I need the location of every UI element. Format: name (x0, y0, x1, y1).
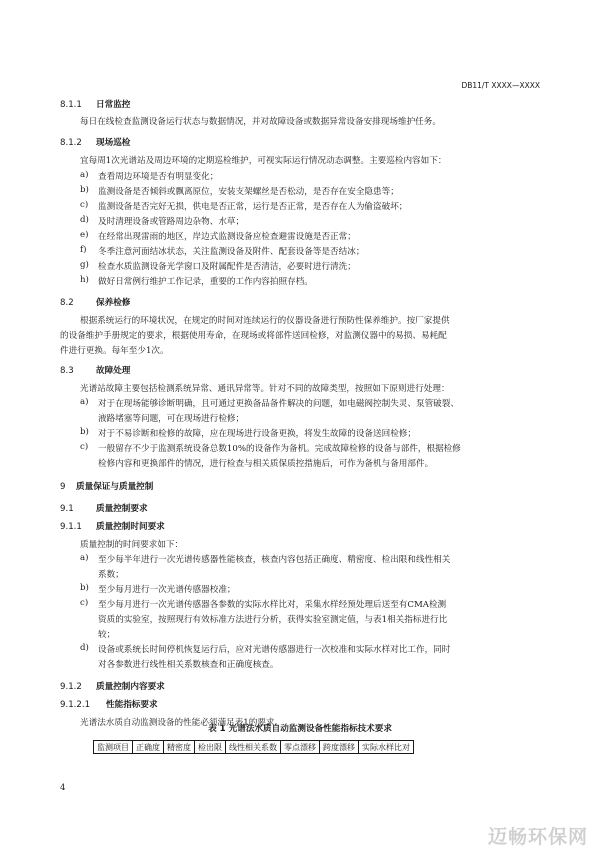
section-heading-9-1-1: 9.1.1 质量控制时间要求 (60, 522, 165, 532)
section-heading-8-1-1: 8.1.1 日常监控 (60, 100, 131, 110)
table-caption: 表 1 光谱法水质自动监测设备性能指标技术要求 (208, 724, 392, 734)
table-header-row (94, 741, 414, 754)
page-number: 4 (60, 783, 66, 793)
section-heading-9-1-2-1: 9.1.2.1 性能指标要求 (60, 700, 158, 710)
paragraph-line: 的设备维护手册规定的要求，根据使用寿命，在现场或将部件送回检修，对监测仪器中的易损、易耗配 (60, 331, 447, 341)
table-header-cell: 监测项目 (94, 741, 133, 754)
chapter-heading-9: 9 质量保证与质量控制 (60, 482, 154, 492)
paragraph: 质量控制的时间要求如下： (80, 540, 184, 550)
section-heading-8-3: 8.3 故障处理 (60, 366, 131, 376)
paragraph: 光谱站故障主要包括检测系统异常、通讯异常等。针对不同的故障类型，按照如下原则进行处理： (80, 384, 450, 394)
paragraph: 每日在线检查监测设备运行状态与数据情况，并对故障设备或数据异常设备安排现场维护任务。 (80, 117, 441, 127)
performance-table (93, 740, 414, 754)
paragraph-line: 件进行更换。每年至少1次。 (60, 346, 169, 356)
section-heading-8-1-2: 8.1.2 现场巡检 (60, 138, 131, 148)
paragraph: 光谱法水质自动监测设备的性能必须满足表1的要求。 (80, 718, 284, 728)
section-heading-9-1: 9.1 质量控制要求 (60, 504, 148, 514)
paragraph-line: 根据系统运行的环境状况，在规定的时间对连续运行的仪器设备进行预防性保养维护。按厂家提供 (80, 316, 450, 326)
section-heading-9-1-2: 9.1.2 质量控制内容要求 (60, 682, 165, 692)
table-header-cell: 正确度 (133, 741, 164, 754)
paragraph: 宜每周1次光谱站及周边环境的定期巡检维护，可视实际运行情况动态调整。主要巡检内容如下： (80, 156, 447, 166)
document-code: DB11/T XXXX—XXXX (461, 81, 540, 90)
table-header-cell: 跨度漂移 (320, 741, 359, 754)
table-header-cell: 精密度 (164, 741, 195, 754)
table-header-cell: 线性相关系数 (226, 741, 281, 754)
section-heading-8-2: 8.2 保养检修 (60, 298, 131, 308)
table-header-cell: 检出限 (195, 741, 226, 754)
table-header-cell: 零点漂移 (281, 741, 320, 754)
watermark: 迈畅环保网 (487, 826, 588, 848)
table-header-cell: 实际水样比对 (359, 741, 414, 754)
